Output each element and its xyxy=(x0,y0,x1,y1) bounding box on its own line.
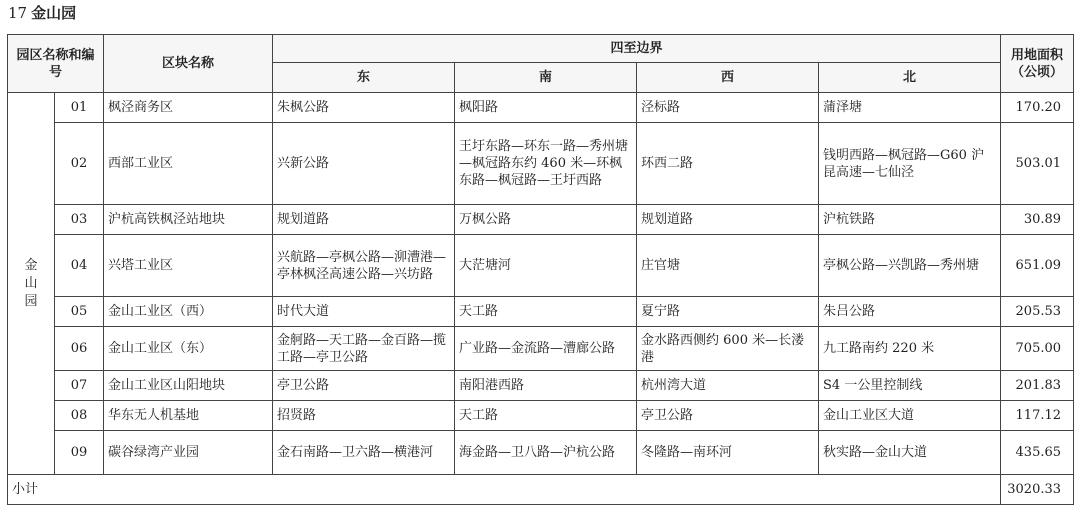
row-south: 海金路—卫八路—沪杭公路 xyxy=(455,431,637,475)
row-north: 朱吕公路 xyxy=(819,297,1001,327)
table-row xyxy=(8,205,1074,235)
table-row xyxy=(8,431,1074,475)
subtotal-area: 3020.33 xyxy=(1001,475,1074,505)
row-south: 南阳港西路 xyxy=(455,371,637,401)
table-body xyxy=(8,93,1074,505)
row-south: 大茫塘河 xyxy=(455,235,637,297)
row-west: 冬隆路—南环河 xyxy=(637,431,819,475)
header-west: 西 xyxy=(637,63,819,93)
row-code: 05 xyxy=(55,297,104,327)
header-boundary: 四至边界 xyxy=(273,35,1001,63)
header-area: 用地面积（公顷） xyxy=(1001,35,1074,93)
row-east: 金舸路—天工路—金百路—揽工路—亭卫公路 xyxy=(273,327,455,371)
subtotal-label: 小计 xyxy=(8,475,1001,505)
row-name: 沪杭高铁枫泾站地块 xyxy=(104,205,273,235)
title-name: 金山园 xyxy=(31,4,77,22)
row-code: 06 xyxy=(55,327,104,371)
row-west: 杭州湾大道 xyxy=(637,371,819,401)
row-code: 08 xyxy=(55,401,104,431)
row-north: 钱明西路—枫冠路—G60 沪昆高速—七仙泾 xyxy=(819,123,1001,205)
row-west: 泾标路 xyxy=(637,93,819,123)
row-south: 广业路—金流路—漕廊公路 xyxy=(455,327,637,371)
row-east: 金石南路—卫六路—横港河 xyxy=(273,431,455,475)
table-row xyxy=(8,401,1074,431)
row-code: 04 xyxy=(55,235,104,297)
row-west: 金水路西侧约 600 米—长溇港 xyxy=(637,327,819,371)
row-area: 503.01 xyxy=(1001,123,1074,205)
table-row xyxy=(8,123,1074,205)
row-area: 170.20 xyxy=(1001,93,1074,123)
row-area: 705.00 xyxy=(1001,327,1074,371)
row-south: 天工路 xyxy=(455,401,637,431)
row-west: 夏宁路 xyxy=(637,297,819,327)
row-east: 兴航路—亭枫公路—泖漕港—亭林枫泾高速公路—兴坊路 xyxy=(273,235,455,297)
table-row xyxy=(8,297,1074,327)
row-west: 庄官塘 xyxy=(637,235,819,297)
row-name: 枫泾商务区 xyxy=(104,93,273,123)
row-code: 07 xyxy=(55,371,104,401)
header-east: 东 xyxy=(273,63,455,93)
row-name: 金山工业区（西） xyxy=(104,297,273,327)
title-number: 17 xyxy=(8,4,28,22)
row-north: 九工路南约 220 米 xyxy=(819,327,1001,371)
row-area: 435.65 xyxy=(1001,431,1074,475)
row-area: 30.89 xyxy=(1001,205,1074,235)
row-south: 万枫公路 xyxy=(455,205,637,235)
row-west: 环西二路 xyxy=(637,123,819,205)
park-boundary-table xyxy=(7,34,1074,505)
park-name: 金山园 xyxy=(24,257,38,309)
subtotal-row xyxy=(8,475,1074,505)
header-park: 园区名称和编号 xyxy=(8,35,104,93)
row-name: 碳谷绿湾产业园 xyxy=(104,431,273,475)
row-east: 时代大道 xyxy=(273,297,455,327)
row-name: 兴塔工业区 xyxy=(104,235,273,297)
row-north: 金山工业区大道 xyxy=(819,401,1001,431)
row-south: 枫阳路 xyxy=(455,93,637,123)
row-area: 205.53 xyxy=(1001,297,1074,327)
row-east: 兴新公路 xyxy=(273,123,455,205)
row-west: 规划道路 xyxy=(637,205,819,235)
row-code: 01 xyxy=(55,93,104,123)
row-south: 天工路 xyxy=(455,297,637,327)
header-block: 区块名称 xyxy=(104,35,273,93)
row-code: 03 xyxy=(55,205,104,235)
table-row xyxy=(8,327,1074,371)
row-area: 651.09 xyxy=(1001,235,1074,297)
row-south: 王圩东路—环东一路—秀州塘—枫冠路东约 460 米—环枫东路—枫冠路—王圩西路 xyxy=(455,123,637,205)
row-west: 亭卫公路 xyxy=(637,401,819,431)
row-east: 招贤路 xyxy=(273,401,455,431)
row-name: 西部工业区 xyxy=(104,123,273,205)
row-north: 沪杭铁路 xyxy=(819,205,1001,235)
header-south: 南 xyxy=(455,63,637,93)
row-east: 朱枫公路 xyxy=(273,93,455,123)
page-title xyxy=(8,2,76,23)
row-name: 华东无人机基地 xyxy=(104,401,273,431)
row-name: 金山工业区（东） xyxy=(104,327,273,371)
row-code: 02 xyxy=(55,123,104,205)
row-north: 秋实路—金山大道 xyxy=(819,431,1001,475)
table-row xyxy=(8,235,1074,297)
row-east: 规划道路 xyxy=(273,205,455,235)
park-name-cell xyxy=(8,93,55,475)
table-row xyxy=(8,93,1074,123)
header-north: 北 xyxy=(819,63,1001,93)
row-area: 117.12 xyxy=(1001,401,1074,431)
row-north: 蒲泽塘 xyxy=(819,93,1001,123)
row-name: 金山工业区山阳地块 xyxy=(104,371,273,401)
table-row xyxy=(8,371,1074,401)
row-east: 亭卫公路 xyxy=(273,371,455,401)
row-north: S4 一公里控制线 xyxy=(819,371,1001,401)
row-code: 09 xyxy=(55,431,104,475)
row-area: 201.83 xyxy=(1001,371,1074,401)
row-north: 亭枫公路—兴凯路—秀州塘 xyxy=(819,235,1001,297)
